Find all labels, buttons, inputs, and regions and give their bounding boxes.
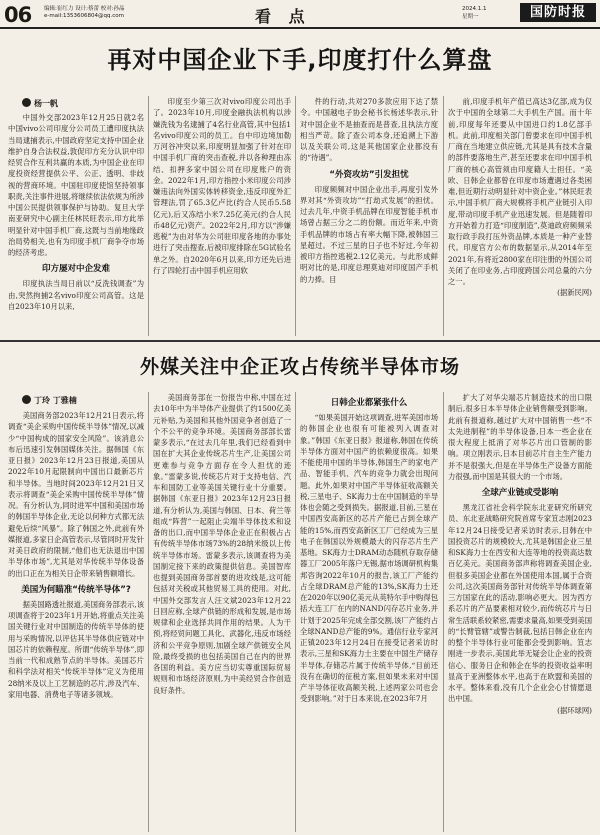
article1-column-3 <box>300 96 438 336</box>
issue-date <box>462 5 487 21</box>
weekday-text: 星期一 <box>462 14 479 20</box>
article2-paragraph: 美国商务部在一份报告中称,中国在过去10年中为半导体产业提供了约1500亿美元补贴,为美国和其他外国竞争者创造了一个不公平的竞争环境。美国商务部部长雷蒙多表示,“在过去几年里,我们已经看到中国在扩大其企业传统芯片生产,让美国公司更难参与竞争方面存在令人担忧的迹象。”雷蒙多说,传统芯片对于支持电信、汽车和国防工业等美国关键行业十分重要。据韩国《东亚日报》2023年12月23日报道,有分析认为,美国与韩国、日本、荷兰等组成“阵营”一起阻止尖端半导体技术和设备的出口,而中国半导体企业正在积极占占有传统半导体市场73%的28纳米级以上传统半导体市场。雷蒙多表示,该调查将为美国制定接下来的政策提供信息。美国智库也提到美国商务部首要的进攻线是,这可能包括对关税或其他贸易工具的使用。对此,中国外交部发言人汪文斌2023年12月22日回应称,全球产供链的形成和发展,是市场规律和企业选择共同作用的结果。人为干预,将经贸问题工具化、武器化,违反市场经济和公平竞争原则,加剧全球产供链安全风险,最终受损的也包括美国自己在内的世界各国的利益。美方应当切实尊重国际贸易规则和市场经济原则,为中美经贸合作创造良好条件。 <box>153 393 291 695</box>
column-divider <box>443 392 444 832</box>
article2-headline: 外媒关注中企正攻占传统半导体市场 <box>139 356 460 378</box>
article1-column-2 <box>153 96 291 336</box>
byline-marker-icon <box>22 395 31 404</box>
editor-credits <box>44 6 125 20</box>
email-line: e-mail:1353606804@qq.com <box>44 13 124 19</box>
column-divider <box>148 392 149 832</box>
article1-headline: 再对中国企业下手,印度打什么算盘 <box>107 46 493 74</box>
article2-column-3 <box>300 392 438 832</box>
column-divider <box>443 96 444 336</box>
article2-author: 丁玲 丁雅楠 <box>34 396 77 405</box>
article1-column-1 <box>8 112 144 335</box>
article2-subheading-2: 日韩企业都紧张什么 <box>330 398 408 408</box>
article2-paragraph: 美国商务部2023年12月21日表示,将调查“美企采购中国传统半导体”情况,以减少“中国构成的国家安全风险”。该消息公布后迅速引发韩国媒体关注。据韩国《东亚日报》2023年12月23日报道,美国从2022年10月起限制向中国出口最新芯片和半导体。当地时间2023年12月21日又表示将调查“美企采购中国传统半导体”情况。有分析认为,同时进军中国和美国市场的韩国半导体企业,无论以何种方式都无法避免后续“风暴”。除了韩国之外,此前有外媒报道,多家日企高管表示,尽管同时开发针对美日政府的限制,“他们也无法退出中国半导体市场”,尤其是对华传统半导体设备的出口正在为相关日企带来销售额增长。 <box>8 411 144 578</box>
article2-paragraph: 扩大了对华尖端芯片制造技术的出口限制后,很多日本半导体企业销售额受到影响。此前有报道称,越过扩大对中国销售一些“不太先进制程”的半导体设备,日本一些企业在很大程度上抵消了对华芯片出口管制的影响。项立刚表示,日本目前芯片自主生产能力并不是很强大,但是在半导体生产设备方面能力很强,而中国是其很大的一个市场。 <box>448 393 592 481</box>
article1-author: 杨一帆 <box>34 99 58 108</box>
date-text: 2024.1.1 <box>462 6 487 12</box>
section-title: 看 点 <box>255 7 311 26</box>
article2-byline <box>22 395 77 406</box>
article2-subheading-3: 全球产业链或受影响 <box>481 488 559 498</box>
masthead-rule <box>0 27 600 29</box>
article1-source: (据新民网) <box>557 288 592 298</box>
article2-paragraph: 据美国路透社报道,美国商务部表示,该项调查将于2023年1月开始,将重点关注美国关键行业对中国制造的传统半导体的使用与采购情况,以评估其半导体供应链对中国芯片的依赖程度。所谓“传统半导体”,即当前一代和成熟节点的半导体。美国芯片和科学法对相关“传统半导体”定义为使用28纳米及以上工艺制造的芯片,涉及汽车、家用电器、消费电子等诸多领域。 <box>8 599 144 699</box>
article2-subheading-1: 美国为何瞄准“传统半导体”? <box>21 584 131 595</box>
article2-column-1 <box>8 410 144 832</box>
column-divider <box>295 392 296 832</box>
column-divider <box>295 96 296 336</box>
byline-marker-icon <box>22 98 31 107</box>
article1-paragraph: 前,印度手机年产值已高达3亿部,成为仅次于中国的全球第二大手机生产国。而十年前,印度每年还要从中国进口约1.8亿部手机。此前,印度相关部门曾要求在印中国手机厂商在当地建立供应链,尤其是具有技术含量的部件要落地生产,甚至还要求在印中国手机厂商的核心高管须由印度籍人士担任。“美欧、日韩企业都曾在印度市场遭遇过各类困难,但近期行动明显针对中资企业。”林民旺表示,中国手机厂商大规模将手机产业链引入印度,带动印度手机产业迅速发展。但是随着印方开始着力打造“印度制造”,莫迪政府频频采取行政手段打压外资品牌,本质是一种产业替代。印度官方公布的数据显示,从2014年至2021年,有将近2800家在印注册的外国公司关闭了在印业务,占印度跨国公司总量的六分之一。 <box>448 97 592 286</box>
article2-column-4 <box>448 392 592 832</box>
article2-column-2 <box>153 392 291 832</box>
article1-paragraph: 印度执法当局日前以“反洗钱调查”为由,突然拘捕2名vivo印度公司高管。这是自2023年10月以来, <box>8 279 144 311</box>
article-separator <box>0 340 600 342</box>
article1-paragraph: 中国外交部2023年12月25日就2名中国vivo公司印度分公司员工遭印度执法当局逮捕表示,中国政府坚定支持中国企业维护自身合法权益,敦促印方充分认识中印经贸合作互利共赢的本质,为中国企业在印度投资经营提供公平、公正、透明、非歧视的营商环境。中国驻印度使馆坚持领事职责,关注事件进展,将继续依法依规为所涉中国公民提供领事保护与协助。复旦大学南亚研究中心副主任林民旺表示,印方此举明显针对中国手机厂商,这既与当前地缘政治局势相关,也有为印度手机厂商争夺市场的经济考虑。 <box>8 113 144 257</box>
article2-paragraph: “如果美国开始这项调查,进军美国市场的韩国企业也很有可能被列入调查对象。”韩国《东亚日报》报道称,韩国在传统半导体方面对中国产的依赖度很高。如果不能使用中国的半导体,韩国生产的家电产品、智能手机、汽车的竞争力就会出现问题。此外,如果对中国产半导体征收高额关税,三星电子、SK海力士在中国制造的半导体也会随之受到损失。据报道,目前,三星在中国西安高新区的芯片产能已占到全球产能的15%,而西安高新区工厂已经成为三星电子在韩国以外规模最大的闪存芯片生产基地。SK海力士DRAM动态随机存取存储器工厂2005年落户无锡,据市场调研机构集邦咨询2022年10月的报告,该工厂产能约占全球DRAM总产能的13%,SK海力士还在2020年以90亿美元从英特尔手中购得包括大连工厂在内的NAND闪存芯片业务,并计划于2025年完成全部交割,该厂产能约占全球NAND总产能的9%。通信行业专家河正镇2023年12月24日在接受记者采访时表示,三星和SK海力士主要在中国生产储存半导体,存储芯片属于传统半导体,“目前还没有在确切的征税方案,但如果未来对中国产半导体征收高额关税,上述两家公司也会受到影响。”对于日本来说,在2023年7月 <box>300 413 438 704</box>
article1-subheading-1: 印方屡对中企发难 <box>41 264 110 275</box>
column-divider <box>148 96 149 336</box>
editors-line: 编辑:崔红力 设计:蔡蕾 校对:孙晶 <box>44 6 125 12</box>
newspaper-logo: 国防时报 <box>520 3 596 22</box>
page-number: 06 <box>4 3 32 27</box>
masthead <box>0 0 600 28</box>
article2-source: (据环球网) <box>557 705 592 715</box>
article1-paragraph: 件的行动,共对270多款应用下达了禁令。中国越电子协会秘书长杨述华表示,针对中国企业不是抽查而是普查,且执法方度相当严苛。除了查公司本身,还追溯上下游以及关联公司,这是其他国家企业都没有的“待遇”。 <box>300 97 438 163</box>
article1-subheading-2: “外资攻坊”引发担忧 <box>329 169 409 180</box>
article1-paragraph: 印度频频对中国企业出手,再度引发外界对其“外资攻坊”“打劫式发展”的担忧。过去几年,中资手机品牌在印度智能手机市场曾占据三分之二的份额。而近年来,中资手机品牌的市场占有率大幅下降,被韩国三星超过。不过三星的日子也不好过,今年初被印方指控逃税2.12亿美元。与此形成鲜明对比的是,印度总理莫迪对印度国产手机的力捧。目 <box>300 184 438 284</box>
article1-column-4 <box>448 96 592 336</box>
article2-paragraph: 黑龙江省社会科学院东北亚研究所研究员、东北亚战略研究院首席专家笪志刚2023年12月24日接受记者采访时表示,目韩在中国投资芯片的规模较大,尤其是韩国企业三星和SK海力士在西安和大连等地的投资高达数百亿美元。美国商务部声称将调查美国企业,但很多美国企业都在外国使用本国,属于合资公司,这次美国商务部针对传统半导体调查第三方国家在此的活动,影响必更大。因为西方系芯片的产品要素相对较少,而传统芯片与日常生活联系较紧密,需要求量高,如果受到美国的“长臂管辖”或警告制裁,包括日韩企业在内的整个半导体行业可能都会受到影响。笪志刚进一步表示,美国此举无疑会让企业的投资信心、服务日企和韩企在华的投资收益率明显高于亚洲整体水平,也高于在欧盟和美国的水平。整体来看,没有几个企业会心甘情愿退出中国。 <box>448 503 592 704</box>
article1-paragraph: 印度至少第三次对vivo印度公司出手了。2023年10月,印度金融执法机构以涉嫌洗钱为名逮捕了4名行业高管,其中包括1名vivo印度公司的员工。自中印边境加勒万河谷冲突以来,印度明显加强了针对在印中国手机厂商的突击查税,并以各种理由冻结、扣押多家中国公司在印度账户的资金。2022年1月,印方指控小米印度公司涉嫌违法向外国实体转移资金,违反印度外汇管理法,罚了65.3亿卢比(约合人民币5.58亿元),后又冻结小米7.25亿美元(约合人民币48亿元)资产。2022年2月,印方以“涉嫌逃税”为由对华为公司驻印度各地的办事处进行了突击搜查,后被印度排除在5G试验名单之外。自2020年6月以来,印方还先后进行了四轮打击中国手机应用软 <box>153 97 291 275</box>
article1-byline <box>22 98 58 109</box>
